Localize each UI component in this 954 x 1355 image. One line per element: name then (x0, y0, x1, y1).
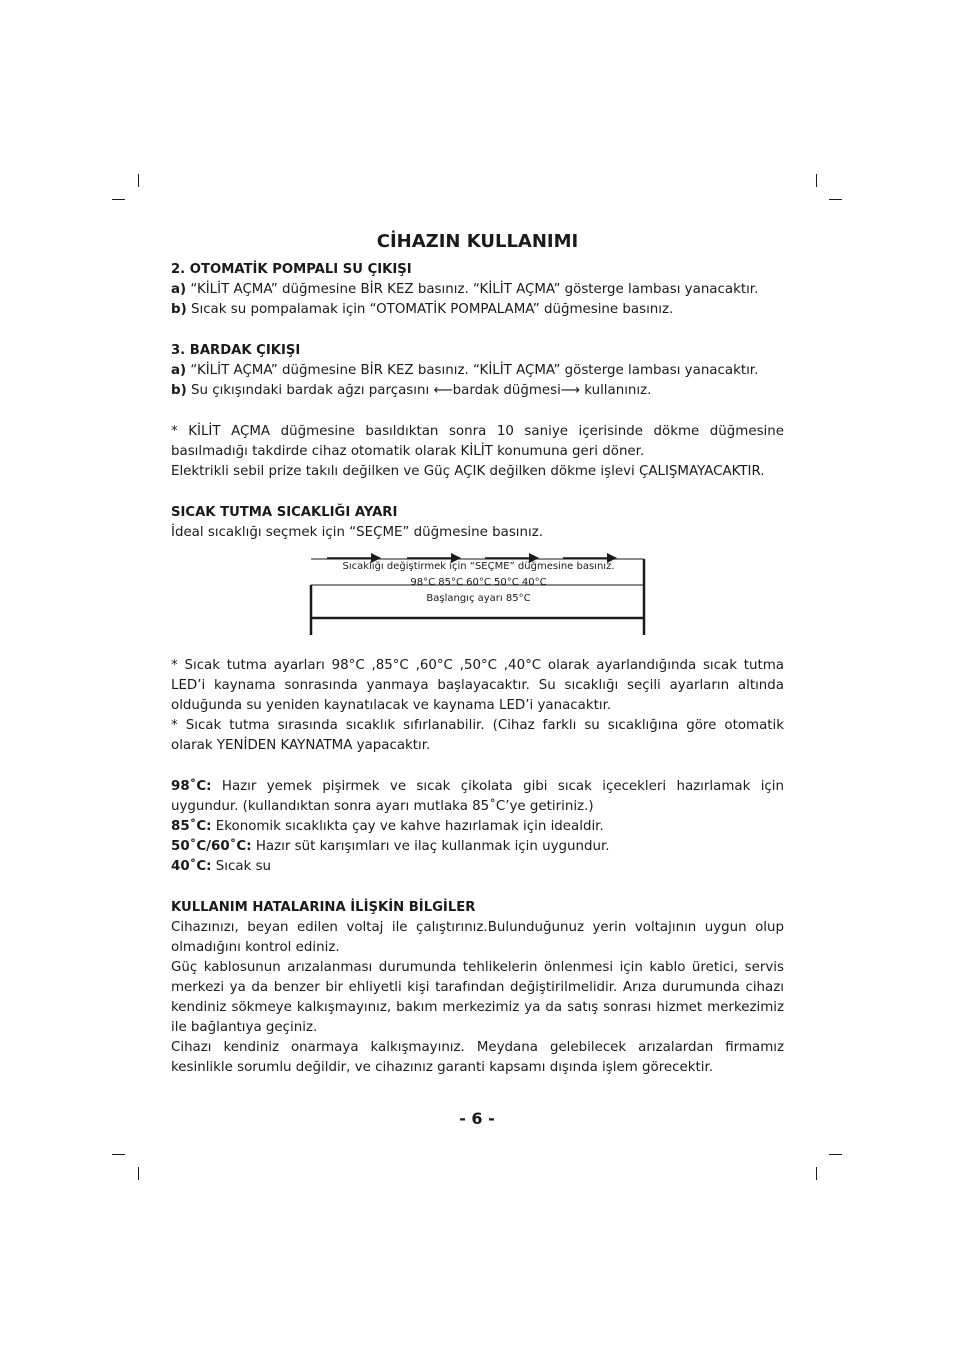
temperature-cycle-diagram (171, 548, 784, 656)
crop-mark (829, 199, 842, 200)
step-label: b) (171, 383, 187, 398)
step-a (171, 280, 784, 300)
step-label: a) (171, 363, 187, 378)
keep-warm-instruction: İdeal sıcaklığı seçmek için “SEÇME” düğmesine basınız. (171, 525, 544, 540)
crop-mark (816, 1167, 817, 1180)
note-lock: * KİLİT AÇMA düğmesine basıldıktan sonra 10 saniye içerisinde dökme düğmesine basılmadığı takdirde cihaz otomatik olarak KİLİT konumuna geri döner. (171, 424, 784, 459)
crop-mark (138, 1167, 139, 1180)
note-keep-warm: * Sıcak tutma ayarları 98°C ,85°C ,60°C ,50°C ,40°C olarak ayarlandığında sıcak tutma LED’i kaynama sonrasında yanmaya başlayacaktır. Su sıcaklığı seçili ayarların altında olduğunda su yeniden kaynatılacak ve kaynama LED’i yanacaktır. (171, 658, 784, 713)
page-number: - 6 - (459, 1109, 495, 1128)
diagram-temperatures: 98°C 85°C 60°C 50°C 40°C (410, 577, 547, 588)
step-text: “KİLİT AÇMA” düğmesine BİR KEZ basınız. “KİLİT AÇMA” gösterge lambası yanacaktır. (186, 282, 759, 297)
section-heading-cup: 3. BARDAK ÇIKIŞI (171, 343, 301, 358)
page-content (171, 228, 784, 1078)
crop-mark (112, 1154, 125, 1155)
temp-label: 50˚C/60˚C: (171, 839, 252, 854)
temp-text: Ekonomik sıcaklıkta çay ve kahve hazırlamak için idealdir. (211, 819, 604, 834)
note-power: Elektrikli sebil prize takılı değilken ve Güç AÇIK değilken dökme işlevi ÇALIŞMAYACAKTIR. (171, 464, 765, 479)
step-label: b) (171, 302, 187, 317)
crop-mark (816, 174, 817, 187)
temp-text: Sıcak su (211, 859, 272, 874)
crop-mark (829, 1154, 842, 1155)
errors-paragraph: Cihazınızı, beyan edilen voltaj ile çalıştırınız.Bulunduğunuz yerin voltajının uygun olup olmadığını kontrol ediniz. (171, 920, 784, 955)
step-text: Sıcak su pompalamak için “OTOMATİK POMPALAMA” düğmesine basınız. (186, 302, 674, 317)
temp-text: Hazır yemek pişirmek ve sıcak çikolata gibi sıcak içecekleri hazırlamak için uygundur. (kullandıktan sonra ayarı mutlaka 85˚C’ye getiriniz.) (171, 779, 784, 814)
note-reset: * Sıcak tutma sırasında sıcaklık sıfırlanabilir. (Cihaz farklı su sıcaklığına göre otomatik olarak YENİDEN KAYNATMA yapacaktır. (171, 718, 784, 753)
errors-paragraph: Cihazı kendiniz onarmaya kalkışmayınız. Meydana gelebilecek arızalardan firmamız kesinlikle sorumlu değildir, ve cihazınız garanti kapsamı dışında işlem görecektir. (171, 1040, 784, 1075)
step-text: “KİLİT AÇMA” düğmesine BİR KEZ basınız. “KİLİT AÇMA” gösterge lambası yanacaktır. (186, 363, 759, 378)
diagram-text (311, 559, 646, 607)
diagram-caption: Sıcaklığı değiştirmek için “SEÇME” düğmesine basınız. (342, 561, 615, 572)
step-text: Su çıkışındaki bardak ağzı parçasını ⟵bardak düğmesi⟶ kullanınız. (186, 383, 652, 398)
section-heading-errors: KULLANIM HATALARINA İLİŞKİN BİLGİLER (171, 900, 476, 915)
temp-label: 85˚C: (171, 819, 212, 834)
section-heading-pump: 2. OTOMATİK POMPALI SU ÇIKIŞI (171, 262, 412, 277)
page-title: CİHAZIN KULLANIMI (376, 231, 579, 252)
diagram-default: Başlangıç ayarı 85°C (426, 593, 531, 604)
temp-item (171, 817, 784, 837)
errors-paragraph: Güç kablosunun arızalanması durumunda tehlikelerin önlenmesi için kablo üretici, servis merkezi ya da benzer bir ehliyetli kişi tarafından değiştirilmelidir. Arıza durumunda cihazı kendiniz sökmeye kalkışmayınız, bakım merkezimiz ya da satış sonrası hizmet merkezimiz ile bağlantıya geçiniz. (171, 960, 784, 1035)
step-b (171, 300, 784, 320)
temp-item (171, 837, 784, 857)
temp-item (171, 777, 784, 817)
temp-item (171, 857, 784, 877)
section-heading-keep-warm: SICAK TUTMA SICAKLIĞI AYARI (171, 505, 398, 520)
step-b (171, 381, 784, 401)
temp-label: 98˚C: (171, 779, 212, 794)
temp-text: Hazır süt karışımları ve ilaç kullanmak için uygundur. (251, 839, 610, 854)
step-label: a) (171, 282, 187, 297)
crop-mark (112, 199, 125, 200)
step-a (171, 361, 784, 381)
temp-label: 40˚C: (171, 859, 212, 874)
crop-mark (138, 174, 139, 187)
